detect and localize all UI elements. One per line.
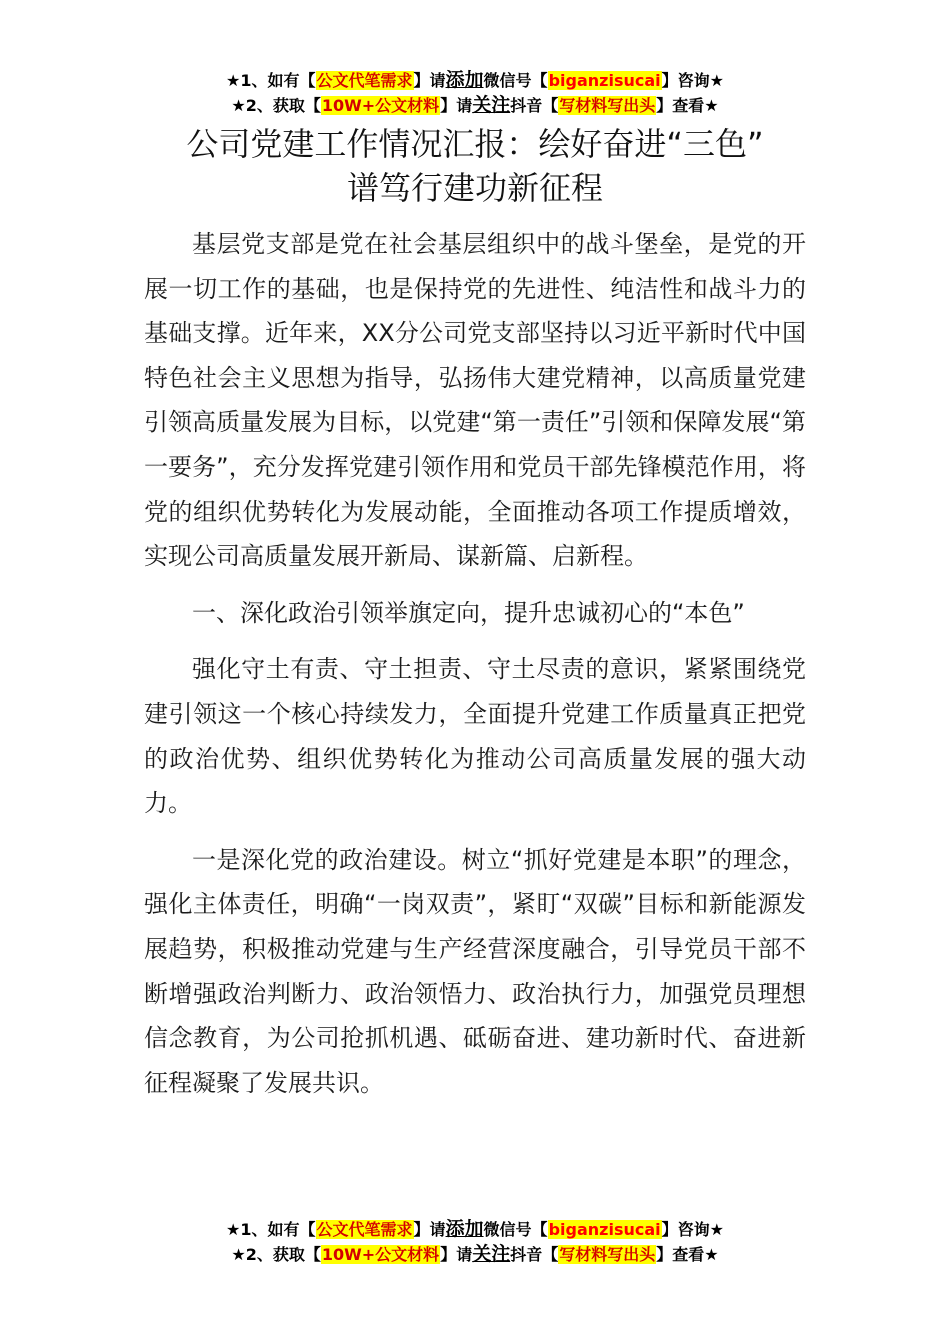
banner-text: 】请 xyxy=(440,96,473,115)
paragraph-intro: 基层党支部是党在社会基层组织中的战斗堡垒，是党的开展一切工作的基础，也是保持党的先进性、纯洁性和战斗力的基础支撑。近年来，XX分公司党支部坚持以习近平新时代中国特色社会主义思想为指导，弘扬伟大建党精神，以高质量党建引领高质量发展为目标，以党建“第一责任”引领和保障发展“第一要务”，充分发挥党建引领作用和党员干部先锋模范作用，将党的组织优势转化为发展动能，全面推动各项工作提质增效，实现公司高质量发展开新局、谋新篇、启新程。 xyxy=(144,230,806,571)
banner-line-2 xyxy=(0,93,950,118)
header-banner xyxy=(0,68,950,118)
banner-text: 】咨询★ xyxy=(661,71,724,90)
banner-text: 】咨询★ xyxy=(661,1220,724,1239)
banner-text: 微信号【 xyxy=(483,71,548,90)
banner-highlight-wechat-id: biganzisucai xyxy=(548,1220,661,1239)
document-body xyxy=(144,222,806,1117)
banner-text: 】请 xyxy=(413,71,446,90)
banner-text: 】请 xyxy=(440,1245,473,1264)
banner-text: 】查看★ xyxy=(656,1245,719,1264)
banner-text: 抖音【 xyxy=(510,96,559,115)
banner-text: 抖音【 xyxy=(510,1245,559,1264)
banner-highlight-douyin: 写材料写出头 xyxy=(559,1245,656,1264)
banner-text: ★1、如有【 xyxy=(226,1220,316,1239)
banner-text: 】请 xyxy=(413,1220,446,1239)
banner-line-1 xyxy=(0,68,950,93)
banner-text: 】查看★ xyxy=(656,96,719,115)
banner-line-2 xyxy=(0,1242,950,1267)
banner-highlight-materials: 10W+公文材料 xyxy=(321,96,440,115)
title-line-1: 公司党建工作情况汇报：绘好奋进“三色” xyxy=(186,125,764,163)
banner-line-1 xyxy=(0,1217,950,1242)
document-title xyxy=(0,122,950,210)
banner-emphasis: 添加 xyxy=(445,1218,484,1240)
paragraph: 强化守土有责、守土担责、守土尽责的意识，紧紧围绕党建引领这一个核心持续发力，全面提升党建工作质量真正把党的政治优势、组织优势转化为推动公司高质量发展的强大动力。 xyxy=(144,655,806,818)
banner-text: ★1、如有【 xyxy=(226,71,316,90)
section-heading: 一、深化政治引领举旗定向，提升忠诚初心的“本色” xyxy=(192,598,745,627)
banner-highlight-wechat-id: biganzisucai xyxy=(548,71,661,90)
banner-highlight-service: 公文代笔需求 xyxy=(316,71,413,90)
banner-emphasis: 添加 xyxy=(445,69,484,91)
banner-text: 微信号【 xyxy=(483,1220,548,1239)
banner-highlight-service: 公文代笔需求 xyxy=(316,1220,413,1239)
banner-text: ★2、获取【 xyxy=(231,1245,321,1264)
banner-highlight-douyin: 写材料写出头 xyxy=(559,96,656,115)
banner-emphasis: 关注 xyxy=(472,94,511,116)
banner-highlight-materials: 10W+公文材料 xyxy=(321,1245,440,1264)
banner-emphasis: 关注 xyxy=(472,1243,511,1265)
banner-text: ★2、获取【 xyxy=(231,96,321,115)
footer-banner xyxy=(0,1217,950,1267)
paragraph: 一是深化党的政治建设。树立“抓好党建是本职”的理念，强化主体责任，明确“一岗双责”，紧盯“双碳”目标和新能源发展趋势，积极推动党建与生产经营深度融合，引导党员干部不断增强政治判断力、政治领悟力、政治执行力，加强党员理想信念教育，为公司抢抓机遇、砥砺奋进、建功新时代、奋进新征程凝聚了发展共识。 xyxy=(144,845,806,1097)
title-line-2: 谱笃行建功新征程 xyxy=(346,169,603,207)
